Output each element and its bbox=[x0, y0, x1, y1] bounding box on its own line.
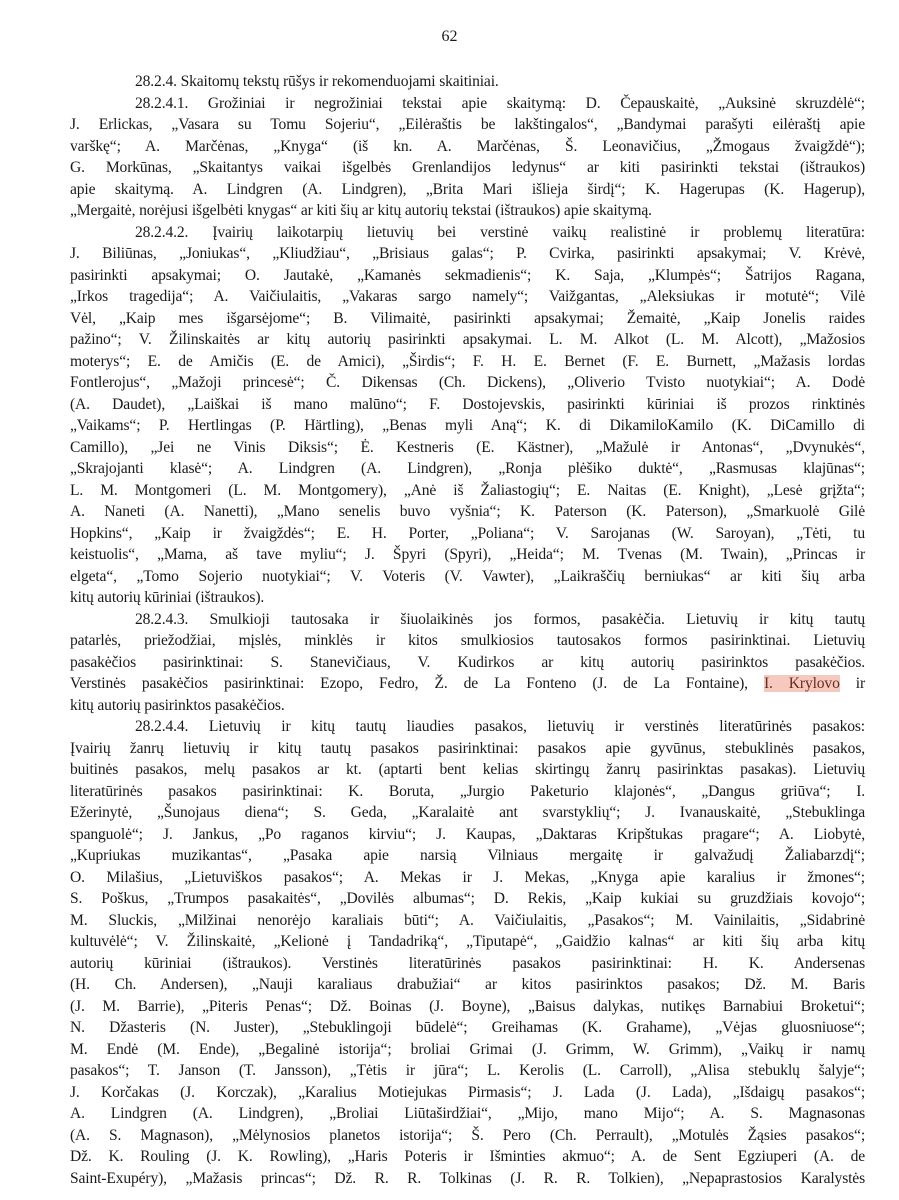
line-text: pasakėčios pasirinktinai: S. Stanevičiaus, V. Kudirkos ar kitų autorių pasirinktos pasakėčios. bbox=[70, 653, 865, 671]
line-text: Įvairių žanrų lietuvių ir kitų tautų pasakos pasirinktinai: pasakos apie gyvūnus, stebuklinės pasakos, bbox=[70, 739, 865, 757]
text-line bbox=[70, 501, 865, 523]
line-text: varškę“; A. Marčėnas, „Knyga“ (iš kn. A. Marčėnas, Š. Leonavičius, „Žmogaus žvaigždė“); bbox=[70, 137, 865, 155]
line-text: kitų autorių pasirinktos pasakėčios. bbox=[70, 696, 285, 714]
line-text: J. Biliūnas, „Joniukas“, „Kliudžiau“, „Brisiaus galas“; P. Cvirka, pasirinkti apsakymai; V. Krėvė, bbox=[70, 245, 865, 262]
text-line bbox=[70, 114, 865, 136]
text-line bbox=[70, 867, 865, 889]
line-text: moterys“; E. de Amičis (E. de Amici), „Širdis“; F. H. E. Bernet (F. E. Burnett, „Mažasis lordas bbox=[70, 352, 865, 370]
text-line bbox=[70, 1125, 865, 1147]
text-line bbox=[70, 888, 865, 910]
line-text: apie skaitymą. A. Lindgren (A. Lindgren), „Brita Mari išlieja širdį“; K. Hagerupas (K. Hagerup), bbox=[70, 180, 865, 198]
line-text: L. M. Montgomeri (L. M. Montgomery), „Anė iš Žaliastogių“; E. Naitas (E. Knight), „Lesė grįžta“; bbox=[70, 481, 865, 499]
line-text: keistuolis“, „Mama, aš tave myliu“; J. Špyri (Spyri), „Heida“; M. Tvenas (M. Twain), „Princas ir bbox=[70, 546, 865, 563]
line-text: Camillo), „Jei ne Vinis Diksis“; Ė. Kestneris (E. Kästner), „Mažulė ir Antonas“, „Dvynukės“, bbox=[70, 438, 865, 456]
text-line bbox=[70, 136, 865, 158]
line-text: A. Lindgren (A. Lindgren), „Broliai Liūtaširdžiai“, „Mijo, mano Mijo“; A. S. Magnasonas bbox=[70, 1105, 865, 1122]
line-text: (A. S. Magnason), „Mėlynosios planetos istorija“; Š. Pero (Ch. Perrault), „Motulės Žąsies pasakos“; bbox=[70, 1126, 865, 1144]
text-line bbox=[70, 566, 865, 588]
line-text: (J. M. Barrie), „Piteris Penas“; Dž. Boinas (J. Boyne), „Baisus dalykas, nutikęs Barnabiui Broketui“; bbox=[70, 997, 865, 1015]
text-line bbox=[70, 630, 865, 652]
text-line bbox=[70, 437, 865, 459]
line-text: Ežerinytė, „Šunojaus diena“; S. Geda, „Karalaitė ant svarstyklių“; J. Ivanauskaitė, „Stebuklinga bbox=[70, 804, 865, 821]
paragraph-first-line bbox=[70, 222, 865, 244]
line-text: kultuvėlė“; V. Žilinskaitė, „Kelionė į Tandadriką“, „Tiputapė“, „Gaidžio kalnas“ ar kiti šių arba kitų bbox=[70, 933, 865, 950]
line-text: autorių kūriniai (ištraukos). Verstinės literatūrinės pasakos pasirinktinai: H. K. Andersenas bbox=[70, 954, 865, 972]
text-line bbox=[70, 845, 865, 867]
text-line bbox=[70, 308, 865, 330]
text-line bbox=[70, 673, 865, 695]
text-line bbox=[70, 587, 865, 609]
document-body bbox=[70, 71, 865, 1189]
line-text: pasirinkti apsakymai; O. Jautakė, „Kamanės sekmadienis“; K. Saja, „Klumpės“; Šatrijos Ragana, bbox=[70, 266, 865, 284]
line-text: elgeta“, „Tomo Sojerio nuotykiai“; V. Voteris (V. Vawter), „Laikraščių berniukas“ ar kiti šių arba bbox=[70, 567, 865, 585]
text-line bbox=[70, 996, 865, 1018]
line-text: 28.2.4.4. Lietuvių ir kitų tautų liaudies pasakos, lietuvių ir verstinės literatūrinės pasakos: bbox=[135, 718, 865, 735]
line-text: buitinės pasakos, melų pasakos ar kt. (aptarti bent kelias skirtingų žanrų pasirinktas pasakas). Lietuvių bbox=[70, 761, 865, 778]
text-line bbox=[70, 1017, 865, 1039]
line-text: M. Sluckis, „Milžinai nenorėjo karaliais būti“; A. Vaičiulaitis, „Pasakos“; M. Vainilaitis, „Sidabrinė bbox=[70, 911, 865, 929]
line-text: A. Naneti (A. Nanetti), „Mano senelis buvo vyšnia“; K. Paterson (K. Paterson), „Smarkuolė Gilė bbox=[70, 503, 865, 520]
text-line bbox=[70, 1168, 865, 1190]
line-text: (H. Ch. Andersen), „Nauji karaliaus drabužiai“ ar kitos pasirinktos pasakos; Dž. M. Baris bbox=[70, 976, 865, 993]
line-text: 28.2.4. Skaitomų tekstų rūšys ir rekomenduojami skaitiniai. bbox=[135, 73, 499, 90]
line-text: Vėl, „Kaip mes išgarsėjome“; B. Vilimaitė, pasirinkti apsakymai; Žemaitė, „Kaip Jonelis raides bbox=[70, 309, 865, 327]
line-text: O. Milašius, „Lietuviškos pasakos“; A. Mekas ir J. Mekas, „Knyga apie karalius ir žmones“; bbox=[70, 868, 865, 886]
line-text: spanguolė“; J. Jankus, „Po raganos kirviu“; J. Kaupas, „Daktaras Kripštukas pragare“; A. Liobytė, bbox=[70, 825, 865, 843]
line-text: „Vaikams“; P. Hertlingas (P. Härtling), „Benas myli Aną“; K. di DikamiloKamilo (K. DiCamillo di bbox=[70, 417, 865, 434]
text-line bbox=[70, 1060, 865, 1082]
line-text: ir bbox=[839, 675, 865, 692]
highlighted-text[interactable]: I. Krylovo bbox=[763, 675, 840, 692]
text-line bbox=[70, 458, 865, 480]
text-line bbox=[70, 695, 865, 717]
line-text: pažino“; V. Žilinskaitės ar kitų autorių pasirinkti apsakymai. L. M. Alkot (L. M. Alcott), „Mažosios bbox=[70, 331, 865, 348]
line-text: Saint-Exupéry), „Mažasis princas“; Dž. R. R. Tolkinas (J. R. R. Tolkien), „Nepaprastosios Karalystės bbox=[70, 1169, 865, 1187]
text-line bbox=[70, 1103, 865, 1125]
text-line bbox=[70, 179, 865, 201]
line-text: J. Erlickas, „Vasara su Tomu Sojeriu“, „Eilėraštis be lakštingalos“, „Bandymai parašyti eilėraštį apie bbox=[70, 116, 865, 133]
text-line bbox=[70, 480, 865, 502]
paragraph-first-line bbox=[70, 93, 865, 115]
line-text: kitų autorių kūriniai (ištraukos). bbox=[70, 589, 265, 606]
text-line bbox=[70, 824, 865, 846]
text-line bbox=[70, 157, 865, 179]
line-text: 28.2.4.2. Įvairių laikotarpių lietuvių bei verstinė vaikų realistinė ir problemų literatūra: bbox=[135, 223, 865, 241]
text-line bbox=[70, 394, 865, 416]
line-text: 28.2.4.1. Grožiniai ir negrožiniai tekstai apie skaitymą: D. Čepauskaitė, „Auksinė skruzdėlė“; bbox=[135, 94, 865, 112]
text-line bbox=[70, 1146, 865, 1168]
text-line bbox=[70, 351, 865, 373]
text-line bbox=[70, 953, 865, 975]
line-text: Verstinės pasakėčios pasirinktinai: Ezopo, Fedro, Ž. de La Fonteno (J. de La Fontaine), bbox=[70, 675, 764, 692]
text-line bbox=[70, 910, 865, 932]
text-line bbox=[70, 544, 865, 566]
line-text: Fontlerojus“, „Mažoji princesė“; Č. Dikensas (Ch. Dickens), „Oliverio Tvisto nuotykiai“; A. Dodė bbox=[70, 374, 865, 391]
text-line bbox=[70, 931, 865, 953]
text-line bbox=[70, 652, 865, 674]
text-line bbox=[70, 1039, 865, 1061]
text-line bbox=[70, 974, 865, 996]
paragraph-first-line bbox=[70, 71, 865, 93]
line-text: M. Endė (M. Ende), „Begalinė istorija“; broliai Grimai (J. Grimm, W. Grimm), „Vaikų ir namų bbox=[70, 1040, 865, 1058]
line-text: Dž. K. Rouling (J. K. Rowling), „Haris Poteris ir Išminties akmuo“; A. de Sent Egziuperi (A. de bbox=[70, 1148, 865, 1165]
text-line bbox=[70, 415, 865, 437]
text-line bbox=[70, 802, 865, 824]
line-text: S. Poškus, „Trumpos pasakaitės“, „Dovilės albumas“; D. Rekis, „Kaip kukiai su gruzdžiais kovojo“; bbox=[70, 890, 865, 907]
line-text: „Skrajojanti klasė“; A. Lindgren (A. Lindgren), „Ronja plėšiko duktė“, „Rasmusas klajūnas“; bbox=[70, 460, 865, 477]
text-line bbox=[70, 286, 865, 308]
line-text: literatūrinės pasakos pasirinktinai: K. Boruta, „Jurgio Paketurio klajonės“, „Dangus griūva“; I. bbox=[70, 782, 865, 800]
line-text: 28.2.4.3. Smulkioji tautosaka ir šiuolaikinės jos formos, pasakėčia. Lietuvių ir kitų tautų bbox=[135, 610, 865, 628]
line-text: „Irkos tragedija“; A. Vaičiulaitis, „Vakaras sargo namely“; Vaižgantas, „Aleksiukas ir motutė“; Vilė bbox=[70, 288, 865, 305]
line-text: Hopkins“, „Kaip ir žvaigždės“; E. H. Porter, „Poliana“; V. Sarojanas (W. Saroyan), „Tėti, tu bbox=[70, 524, 865, 542]
text-line bbox=[70, 781, 865, 803]
line-text: patarlės, priežodžiai, mįslės, minklės ir kitos smulkiosios tautosakos formos pasirinktinai. Lietuvių bbox=[70, 632, 865, 649]
line-text: pasakos“; T. Janson (T. Jansson), „Tėtis ir jūra“; L. Kerolis (L. Carroll), „Alisa stebuklų šalyje“; bbox=[70, 1062, 865, 1079]
text-line bbox=[70, 265, 865, 287]
line-text: „Mergaitė, norėjusi išgelbėti knygas“ ar kiti šių ar kitų autorių tekstai (ištraukos) apie skaitymą. bbox=[70, 202, 652, 219]
text-line bbox=[70, 1082, 865, 1104]
text-line bbox=[70, 200, 865, 222]
text-line bbox=[70, 523, 865, 545]
line-text: (A. Daudet), „Laiškai iš mano malūno“; F. Dostojevskis, pasirinkti kūriniai iš prozos rinktinės bbox=[70, 395, 865, 413]
paragraph-first-line bbox=[70, 609, 865, 631]
line-text: G. Morkūnas, „Skaitantys vaikai išgelbės Grenlandijos ledynus“ ar kiti pasirinkti tekstai (ištraukos) bbox=[70, 159, 865, 176]
line-text: J. Korčakas (J. Korczak), „Karalius Motiejukas Pirmasis“; J. Lada (J. Lada), „Išdaigų pasakos“; bbox=[70, 1083, 865, 1101]
line-text: N. Džasteris (N. Juster), „Stebuklingoji būdelė“; Greihamas (K. Grahame), „Vėjas gluosniuose“; bbox=[70, 1019, 865, 1036]
text-line bbox=[70, 738, 865, 760]
line-text: „Kupriukas muzikantas“, „Pasaka apie narsią Vilniaus mergaitę ir galvažudį Žaliabarzdį“; bbox=[70, 847, 865, 864]
page-number: 62 bbox=[441, 28, 458, 45]
text-line bbox=[70, 243, 865, 265]
text-line bbox=[70, 372, 865, 394]
text-line bbox=[70, 329, 865, 351]
paragraph-first-line bbox=[70, 716, 865, 738]
text-line bbox=[70, 759, 865, 781]
